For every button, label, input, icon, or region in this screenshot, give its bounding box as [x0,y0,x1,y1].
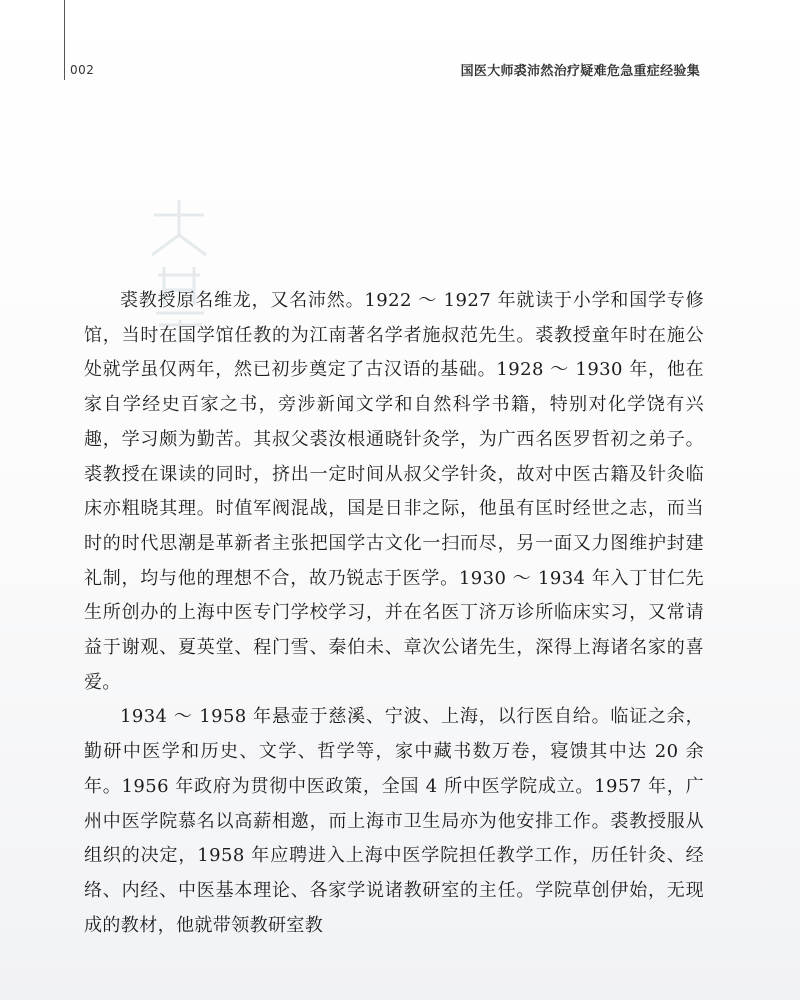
page-number: 002 [70,63,95,77]
body-text [84,284,704,943]
paragraph-1: 裘教授原名维龙，又名沛然。1922 ～ 1927 年就读于小学和国学专修馆，当时在国学馆任教的为江南著名学者施叔范先生。裘教授童年时在施公处就学虽仅两年，然已初步奠定了古汉语的基础。1928 ～ 1930 年，他在家自学经史百家之书，旁涉新闻文学和自然科学书籍，特别对化学饶有兴趣，学习颇为勤苦。其叔父裘汝根通晓针灸学，为广西名医罗哲初之弟子。裘教授在课读的同时，挤出一定时间从叔父学针灸，故对中医古籍及针灸临床亦粗晓其理。时值军阀混战，国是日非之际，他虽有匡时经世之志，而当时的时代思潮是革新者主张把国学古文化一扫而尽，另一面又力图维护封建礼制，均与他的理想不合，故乃锐志于医学。1930 ～ 1934 年入丁甘仁先生所创办的上海中医专门学校学习，并在名医丁济万诊所临床实习，又常请益于谢观、夏英堂、程门雪、秦伯未、章次公诸先生，深得上海诸名家的喜爱。 [84,290,704,693]
header-rule [64,0,65,80]
running-header-title: 国医大师裘沛然治疗疑难危急重症经验集 [460,64,700,79]
paragraph-2: 1934 ～ 1958 年悬壶于慈溪、宁波、上海，以行医自给。临证之余，勤研中医学和历史、文学、哲学等，家中藏书数万卷，寝馈其中达 20 余年。1956 年政府为贯彻中医政策，全国 4 所中医学院成立。1957 年，广州中医学院慕名以高薪相邀，而上海市卫生局亦为他安排工作。裘教授服从组织的决定，1958 年应聘进入上海中医学院担任教学工作，历任针灸、经络、内经、中医基本理论、各家学说诸教研室的主任。学院草创伊始，无现成的教材，他就带领教研室教 [84,706,704,936]
